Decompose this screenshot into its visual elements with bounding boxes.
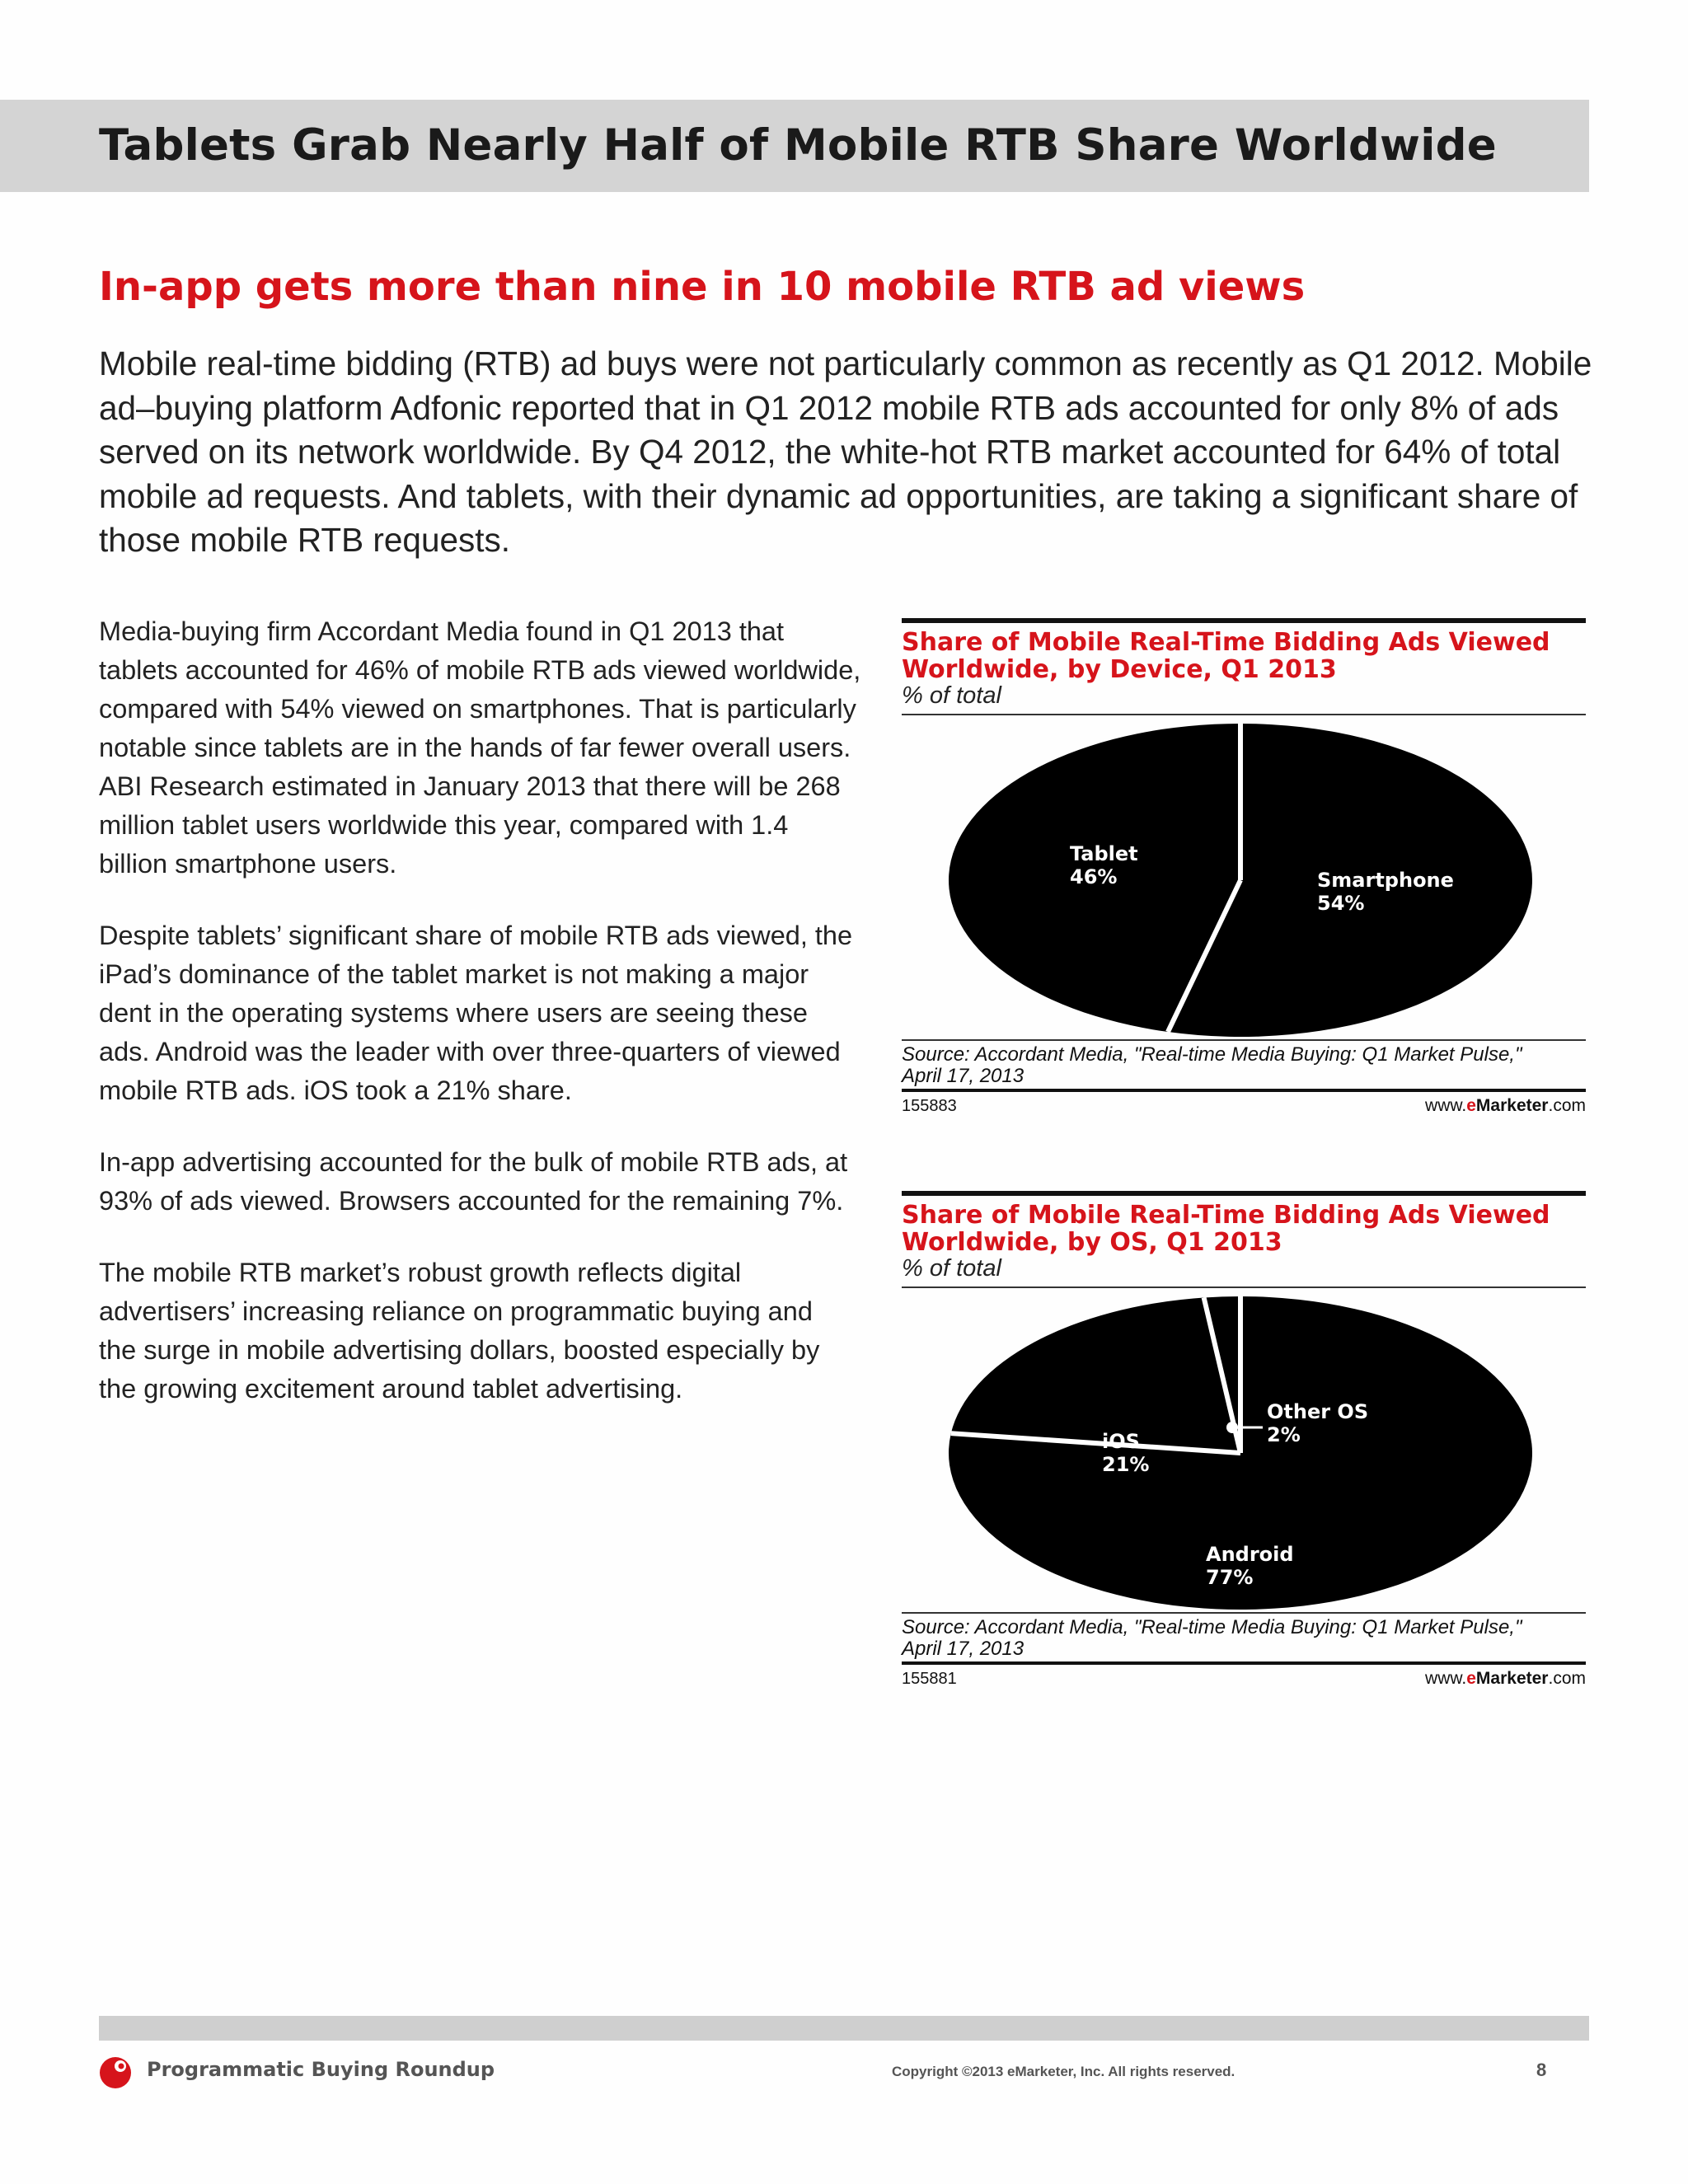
body-line: billion smartphone users. xyxy=(99,849,397,879)
pie-label-category: iOS xyxy=(1102,1430,1140,1453)
pie-chart xyxy=(902,1290,1586,1619)
chart-rule xyxy=(902,1612,1586,1614)
body-line: iPad’s dominance of the tablet market is not making a major xyxy=(99,959,809,989)
chart-bottom-rule xyxy=(902,1661,1586,1665)
brand-url: www.eMarketer.com xyxy=(1425,1096,1586,1115)
chart-title xyxy=(902,1202,1550,1256)
chart-title-line: Share of Mobile Real-Time Bidding Ads Viewed xyxy=(902,628,1550,657)
body-line: 93% of ads viewed. Browsers accounted for the remaining 7%. xyxy=(99,1186,844,1216)
section-subhead: In-app gets more than nine in 10 mobile RTB ad views xyxy=(99,264,1306,310)
chart-top-rule xyxy=(902,618,1586,623)
body-paragraph xyxy=(99,612,861,883)
chart-id: 155881 xyxy=(902,1670,957,1688)
pie-label-category: Other OS xyxy=(1267,1400,1369,1423)
lead-line: served on its network worldwide. By Q4 2012, the white-hot RTB market accounted for 64% of total xyxy=(99,433,1561,471)
pie-slice-ios xyxy=(951,1298,1240,1454)
body-paragraph xyxy=(99,916,857,1110)
chart-bottom-rule xyxy=(902,1089,1586,1092)
body-line: million tablet users worldwide this year, compared with 1.4 xyxy=(99,810,789,840)
chart-id: 155883 xyxy=(902,1097,957,1115)
chart-title-line: Worldwide, by OS, Q1 2013 xyxy=(902,1228,1282,1257)
lead-line: those mobile RTB requests. xyxy=(99,521,510,559)
footer-bar xyxy=(99,2016,1589,2041)
chart-source xyxy=(902,1617,1522,1660)
body-line: dent in the operating systems where users are seeing these xyxy=(99,998,808,1028)
pie-label-category: Tablet xyxy=(1070,842,1138,865)
body-line: the surge in mobile advertising dollars, boosted especially by xyxy=(99,1335,820,1365)
copyright: Copyright ©2013 eMarketer, Inc. All rights reserved. xyxy=(892,2064,1236,2079)
body-line: Despite tablets’ significant share of mobile RTB ads viewed, the xyxy=(99,921,853,950)
body-line: Media-buying firm Accordant Media found in Q1 2013 that xyxy=(99,616,785,646)
pie-label-value: 21% xyxy=(1102,1453,1150,1476)
emarketer-logo-icon xyxy=(99,2055,134,2089)
chart-title-line: Share of Mobile Real-Time Bidding Ads Viewed xyxy=(902,1201,1550,1230)
lead-line: ad–buying platform Adfonic reported that in Q1 2012 mobile RTB ads accounted for only 8% of ads xyxy=(99,388,1559,427)
chart-device xyxy=(902,618,1586,1117)
chart-source xyxy=(902,1044,1522,1087)
body-line: compared with 54% viewed on smartphones. That is particularly xyxy=(99,694,856,724)
chart-top-rule xyxy=(902,1191,1586,1196)
body-line: In-app advertising accounted for the bulk of mobile RTB ads, at xyxy=(99,1147,848,1177)
chart-title xyxy=(902,629,1550,683)
pie-chart xyxy=(902,717,1586,1047)
label-leader-dot xyxy=(1226,1422,1238,1433)
chart-subtitle: % of total xyxy=(902,1255,1001,1282)
body-line: notable since tablets are in the hands of far fewer overall users. xyxy=(99,733,851,762)
chart-rule xyxy=(902,714,1586,715)
lead-line: Mobile real-time bidding (RTB) ad buys were not particularly common as recently as Q1 2012. Mobile xyxy=(99,344,1592,382)
body-column xyxy=(99,612,861,1441)
pie-label-value: 54% xyxy=(1317,892,1365,915)
chart-subtitle: % of total xyxy=(902,682,1001,709)
pie-label-value: 2% xyxy=(1267,1423,1301,1446)
body-line: ads. Android was the leader with over three-quarters of viewed xyxy=(99,1037,841,1066)
page-number: 8 xyxy=(1536,2060,1547,2080)
chart-rule xyxy=(902,1286,1586,1288)
publication-name: Programmatic Buying Roundup xyxy=(147,2058,495,2081)
body-line: ABI Research estimated in January 2013 that there will be 268 xyxy=(99,771,841,801)
chart-title-line: Worldwide, by Device, Q1 2013 xyxy=(902,655,1337,684)
source-line: Source: Accordant Media, "Real-time Media Buying: Q1 Market Pulse," xyxy=(902,1043,1522,1066)
body-line: advertisers’ increasing reliance on programmatic buying and xyxy=(99,1296,813,1326)
source-line: April 17, 2013 xyxy=(902,1638,1025,1660)
lead-line: mobile ad requests. And tablets, with their dynamic ad opportunities, are taking a significant share of xyxy=(99,476,1578,515)
page-title: Tablets Grab Nearly Half of Mobile RTB Share Worldwide xyxy=(99,120,1497,171)
body-paragraph xyxy=(99,1143,857,1221)
pie-label-category: Android xyxy=(1206,1543,1294,1566)
body-line: the growing excitement around tablet advertising. xyxy=(99,1374,683,1404)
chart-rule xyxy=(902,1039,1586,1041)
pie-label-category: Smartphone xyxy=(1317,869,1454,892)
source-line: Source: Accordant Media, "Real-time Media Buying: Q1 Market Pulse," xyxy=(902,1616,1522,1638)
body-line: tablets accounted for 46% of mobile RTB ads viewed worldwide, xyxy=(99,655,861,685)
body-paragraph xyxy=(99,1254,857,1408)
body-line: The mobile RTB market’s robust growth reflects digital xyxy=(99,1258,742,1287)
body-line: mobile RTB ads. iOS took a 21% share. xyxy=(99,1076,572,1105)
lead-paragraph xyxy=(99,342,1592,563)
brand-url: www.eMarketer.com xyxy=(1425,1669,1586,1688)
pie-label-value: 77% xyxy=(1206,1566,1254,1589)
source-line: April 17, 2013 xyxy=(902,1065,1025,1087)
chart-os xyxy=(902,1191,1586,1690)
pie-label-value: 46% xyxy=(1070,865,1118,888)
